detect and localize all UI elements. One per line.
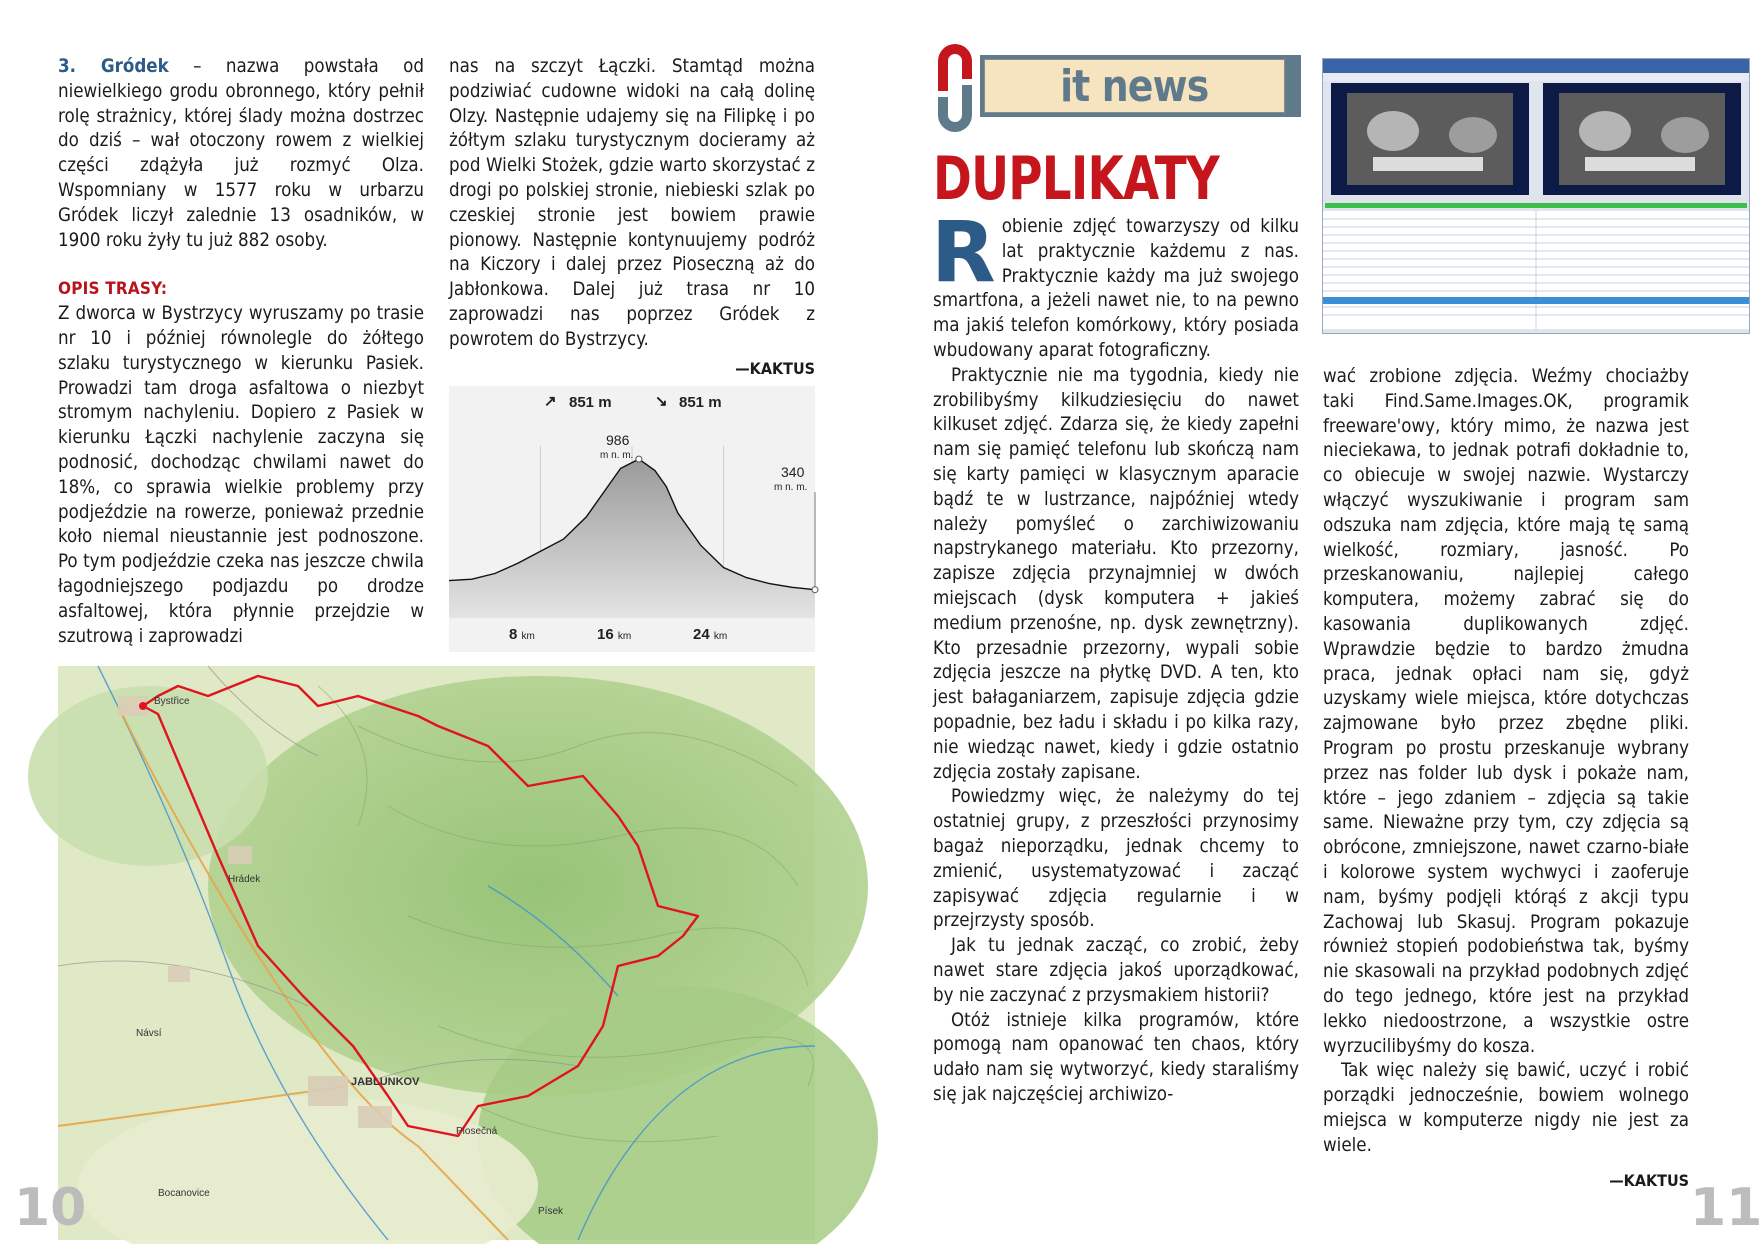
page-number-left: 10 (14, 1178, 87, 1238)
route-heading: OPIS TRASY: (58, 279, 168, 300)
map-label-4: Návsí (136, 1028, 162, 1039)
screenshot-graphic (1323, 59, 1749, 333)
end-elevation-unit: m n. m. (774, 482, 808, 493)
chain-link-icon (932, 40, 978, 136)
peak-elevation-unit: m n. m. (600, 450, 634, 461)
grodek-text: – nazwa powstała od niewielkiego grodu obronnego, który pełnił rolę strażnicy, której ślady można dostrzec do dziś – wał otoczony rowem z wielkiej części zdążyła już rozmyć Olza. Wspomniany w 1577 roku w urbarzu Gródek liczył zalednie 13 osadników, w 1900 roku żyły tu już 882 osoby. (58, 56, 425, 251)
ascent-arrow-icon: ↗ (544, 393, 557, 410)
left-column-1 (58, 55, 424, 649)
right-column-2 (1323, 365, 1689, 1193)
km-tick-1: 8 km (509, 626, 535, 643)
map-label-3: Hrádek (228, 874, 261, 885)
elevation-chart (449, 386, 815, 652)
peak-marker (636, 456, 642, 462)
descent-value: 851 m (679, 394, 722, 411)
article-paragraph-7: Tak więc należy się bawić, uczyć i robić porządki jednocześnie, bowiem wolnego miejsca w komputerze nigdy nie jest za wiele. (1323, 1060, 1689, 1156)
profile-area (449, 459, 815, 618)
article-paragraph-2: Praktycznie nie ma tygodnia, kiedy nie zrobilibyśmy kilkudziesięciu do nawet kilkuset zdjęć. Zdarza się, że kiedy zapełni nam się pamięć telefonu lub skończą nam się karty pamięci w klasycznym aparacie bądź te w lustrzance, najpóźniej wtedy należy pomyśleć o zarchiwizowaniu napstrykanego materiału. Kto przezorny, zapisze zdjęcia przynajmniej w dwóch miejscach (dysk komputera + jakieś medium przenośne, np. dysk zewnętrzny). Kto przesadnie przezorny, wypali sobie zdjęcia jeszcze na płytkę DVD. A ten, kto jest bałaganiarzem, zapisuje zdjęcia gdzie popadnie, bez ładu i składu i po kilka razy, nie wiedząc nawet, kiedy i gdzie ostatnio zdjęcia zostały zapisane. (933, 364, 1299, 783)
article-paragraph-6: wać zrobione zdjęcia. Weźmy chociażby taki Find.Same.Images.OK, programik freeware'owy, który mimo, że nazwa jest nieciekawa, to jednak potrafi dokładnie to, co obiecuje w swojej nazwie. Wystarczy włączyć wyszukiwanie i program sam odszuka nam zdjęcia, które mają tę samą wielkość, rozmiary, jasność. Po przeskanowaniu, najlepiej całego komputera, możemy zabrać się do kasowania duplikowanych zdjęć. Wprawdzie będzie to bardzo żmudna praca, jednak opłaci nam się, gdyż uzyskamy wiele miejsca, które dotychczas zajmowane było przez zbędne pliki. Program po prostu przeskanuje wybrany przez nas folder lub dysk i pokaże nam, które – jego zdaniem – zdjęcia są takie same. Nieważne przy tym, czy zdjęcia są obrócone, zmniejszone, nawet czarno-białe i kolorowe system wychwyci i zaoferuje nam, byśmy podjęli którąś z akcji typu Zachowaj lub Skasuj. Program pokazuje również stopień podobieństwa tak, byśmy nie skasowali na przykład podobnych zdjęć do tego jednego, które jest na przykład lekko niedoostrzone, a wszystkie ostre wyrzucilibyśmy do kosza. (1323, 366, 1689, 1057)
article-paragraph-5: Otóż istnieje kilka programów, które pomogą nam opanować ten chaos, który udało nam się wytworzyć, kiedy staraliśmy się jak najczęściej archiwizo- (933, 1009, 1299, 1105)
article-paragraph-3: Powiedzmy więc, że należymy do tej ostatniej grupy, z przeszłości przynosimy bagaż nieporządku, jednak chcemy to zmienić, usystematyzować i zacząć zapisywać zdjęcia regularnie i w przejrzysty sposób. (933, 786, 1299, 932)
km-tick-2: 16 km (597, 626, 632, 643)
drop-cap: R (931, 203, 996, 301)
article-title: DUPLIKATY (933, 144, 1220, 214)
map-label-2: Bystřice (154, 696, 190, 707)
elevation-profile (449, 386, 815, 652)
route-continued-paragraph: nas na szczyt Łączki. Stamtąd można podziwiać cudowne widoki na całą dolinę Olzy. Następnie udajemy się na Filipkę i po żółtym szlaku turystycznym docieramy aż pod Wielki Stożek, gdzie warto skorzystać z drogi po polskiej stronie, niebieski szlak po czeskiej stronie jest bowiem prawie pionowy. Następnie kontynuujemy podróż na Kiczory i dalej przez Pioseczną aż do Jabłonkowa. Dalej już trasa nr 10 zaprowadzi nas poprzez Gródek z powrotem do Bystrzycy. (449, 56, 815, 350)
end-marker (812, 587, 818, 593)
end-elevation: 340 (781, 464, 805, 480)
route-map (58, 666, 815, 1240)
article-paragraph-1: obienie zdjęć towarzyszy od kilku lat praktycznie każdemu z nas. Praktycznie każdy ma już swojego smartfona, a jeżeli nawet nie, to na pewno ma jakiś telefon komórkowy, który posiada wbudowany aparat fotograficzny. (933, 216, 1299, 361)
route-paragraph: Z dworca w Bystrzycy wyruszamy po trasie nr 10 i później równolegle do żółtego szlaku turystycznego w kierunku Pasiek. Prowadzi tam droga asfaltowa o niezbyt stromym nachyleniu. Dopiero z Pasiek w kierunku Łączki nachylenie zaczyna się podnosić, dochodząc chwilami nawet do 18%, co sprawia wielkie problemy przy podjeździe na rowerze, ponieważ przednie koło niemal nieustannie jest podnoszone. Po tym podjeździe czeka nas jeszcze chwila łagodniejszego podjazdu po drodze asfaltowej, która płynnie przejdzie w szutrową i zaprowadzi (58, 303, 424, 647)
map-label-6: Písek (538, 1206, 564, 1217)
grodek-heading: 3. Gródek (58, 56, 169, 77)
map-graphic (58, 666, 815, 1240)
left-signature: —KAKTUS (735, 358, 815, 378)
map-label-5: Bocanovice (158, 1188, 210, 1199)
right-column-1 (931, 203, 1299, 1108)
it-news-banner (980, 55, 1301, 117)
left-column-2 (449, 55, 815, 381)
article-paragraph-4: Jak tu jednak zacząć, co zrobić, żeby nawet stare zdjęcia jakoś uporządkować, by nie zaczynać z przysmakiem historii? (933, 935, 1299, 1006)
right-signature: —KAKTUS (1609, 1170, 1689, 1190)
grodek-paragraph (58, 55, 424, 253)
software-screenshot (1322, 58, 1750, 334)
section-label: it news (1060, 60, 1209, 112)
descent-arrow-icon: ↘ (655, 393, 668, 410)
page-number-right: 11 (1690, 1178, 1762, 1238)
town-label-jablunkov: JABLUNKOV (351, 1076, 420, 1088)
map-label-1: Piosečná (456, 1126, 498, 1137)
km-tick-3: 24 km (693, 626, 728, 643)
ascent-value: 851 m (569, 394, 612, 411)
peak-elevation: 986 (606, 432, 630, 448)
